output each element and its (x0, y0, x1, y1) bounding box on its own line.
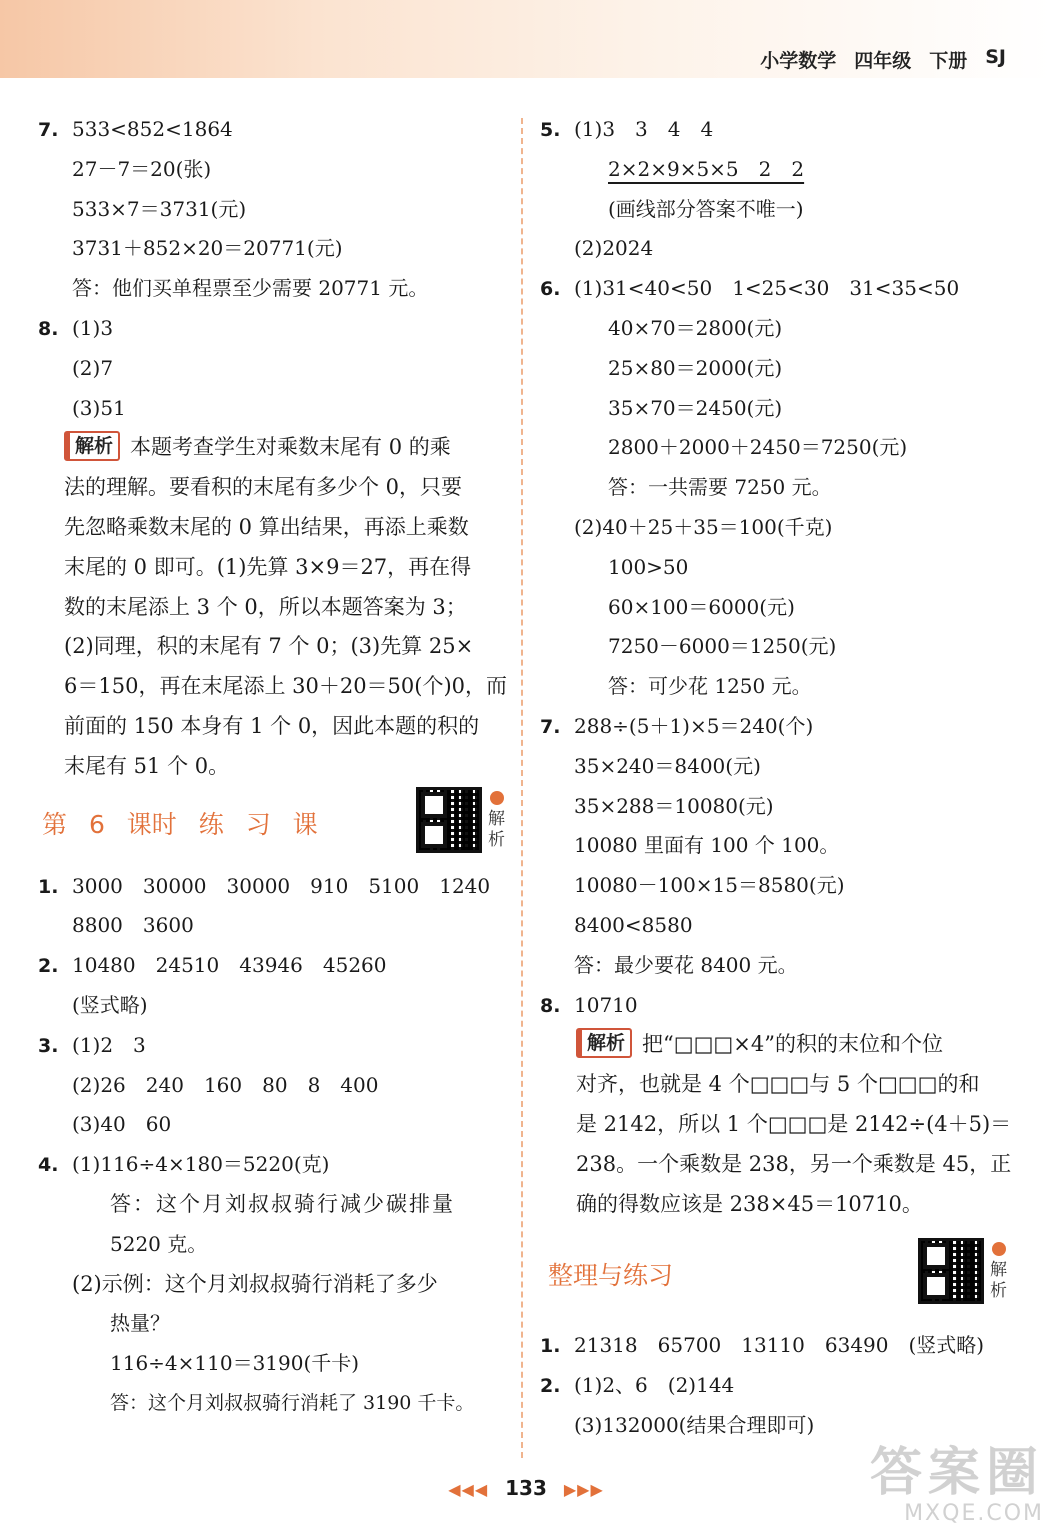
answer-line: (2)26 240 160 80 8 400 (72, 1072, 379, 1097)
answer-q8-right (540, 986, 1020, 1026)
question-number: 7. (38, 119, 59, 141)
answer-p4 (38, 1145, 510, 1424)
analysis-line: 末尾有 51 个 0。 (64, 753, 230, 778)
answer-line: 答：最少要花 8400 元。 (574, 952, 798, 977)
answer-line: 答：这个月刘叔叔骑行减少碳排量 (110, 1191, 455, 1216)
analysis-line: 6＝150，再在末尾添上 30＋20＝50(个)0，而 (64, 674, 508, 699)
left-column (38, 110, 510, 1424)
answer-line: 35×70＝2450(元) (608, 395, 783, 420)
prev-arrows-icon: ◀◀◀ (448, 1480, 489, 1499)
section-title: 第 6 课时 练 习 课 (42, 809, 318, 839)
answer-line: (3)132000(结果合理即可) (574, 1412, 815, 1437)
answer-line: (2)2024 (574, 236, 654, 261)
answer-line: (3)51 (72, 395, 126, 420)
answer-line: 40×70＝2800(元) (608, 315, 783, 340)
answer-line: (1)2、6 (2)144 (574, 1373, 735, 1398)
answer-line: 21318 65700 13110 63490 (竖式略) (574, 1333, 985, 1358)
answer-p2 (38, 946, 510, 1026)
play-icon (490, 791, 504, 805)
analysis-line: 是 2142，所以 1 个□□□是 2142÷(4＋5)＝ (576, 1111, 1012, 1136)
analysis-block-1 (38, 428, 510, 786)
analysis-line: 先忽略乘数末尾的 0 算出结果，再添上乘数 (64, 514, 469, 539)
answer-line: (2)7 (72, 355, 114, 380)
watermark-sub: MXQE.COM (904, 1501, 1044, 1526)
analysis-line: 把“□□□×4”的积的末位和个位 (642, 1032, 943, 1057)
column-divider (521, 118, 523, 1458)
analysis-tag: 解析 (64, 431, 120, 461)
analysis-line: 确的得数应该是 238×45＝10710。 (576, 1191, 923, 1216)
answer-line: 5220 克。 (110, 1231, 208, 1256)
answer-line: 答：可少花 1250 元。 (608, 674, 812, 699)
answer-r1 (540, 1326, 1020, 1366)
section-title: 整理与练习 (548, 1261, 674, 1291)
answer-line: (2)40＋25＋35＝100(千克) (574, 514, 833, 539)
answer-line: 27－7＝20(张) (72, 156, 212, 181)
qr-label: 解析 (488, 808, 505, 850)
header-subject: 小学数学 (760, 50, 837, 72)
answer-line: (1)3 3 4 4 (574, 117, 714, 141)
analysis-line: 238。一个乘数是 238，另一个乘数是 45，正 (576, 1151, 1012, 1176)
question-number: 2. (540, 1375, 561, 1398)
page-number: 133 (505, 1476, 547, 1500)
answer-line: (2)示例：这个月刘叔叔骑行消耗了多少 (72, 1271, 438, 1296)
analysis-line: 法的理解。要看积的末尾有多少个 0，只要 (64, 475, 463, 500)
analysis-line: 本题考查学生对乘数末尾有 0 的乘 (130, 435, 451, 460)
section-lesson-6 (38, 787, 510, 867)
underlined-answer: 2×2×9×5×5 2 2 (608, 156, 805, 181)
section-review (540, 1238, 1020, 1326)
answer-line: 热量？ (110, 1311, 170, 1336)
answer-line: 533×7＝3731(元) (72, 196, 247, 221)
answer-line: 35×240＝8400(元) (574, 753, 761, 778)
answer-line: (1)2 3 (72, 1032, 146, 1057)
question-number: 2. (38, 955, 59, 978)
question-number: 4. (38, 1154, 59, 1177)
question-number: 7. (540, 715, 561, 738)
answer-line: (3)40 60 (72, 1112, 172, 1137)
page-header (760, 46, 1006, 73)
right-column (540, 110, 1020, 1446)
answer-line: 100>50 (608, 554, 689, 579)
question-number: 1. (38, 875, 59, 898)
answer-p1 (38, 867, 510, 947)
answer-r2 (540, 1366, 1020, 1446)
answer-line: 10480 24510 43946 45260 (72, 953, 387, 978)
play-icon (992, 1242, 1006, 1256)
analysis-block-2 (540, 1025, 1020, 1224)
watermark (870, 1445, 1044, 1526)
answer-line: 答：一共需要 7250 元。 (608, 475, 832, 500)
analysis-line: 前面的 150 本身有 1 个 0，因此本题的积的 (64, 713, 480, 738)
question-number: 8. (540, 994, 561, 1017)
question-number: 1. (540, 1335, 561, 1358)
answer-line: 10080 里面有 100 个 100。 (574, 833, 840, 858)
header-grade: 四年级 (854, 50, 912, 72)
qr-label: 解析 (990, 1260, 1007, 1302)
analysis-tag: 解析 (576, 1028, 632, 1058)
answer-p3 (38, 1026, 510, 1145)
answer-q7-left (38, 110, 510, 309)
answer-line: (竖式略) (72, 992, 148, 1017)
answer-line: 533<852<1864 (72, 117, 233, 141)
question-number: 8. (38, 317, 59, 340)
answer-line: 7250－6000＝1250(元) (608, 634, 837, 659)
qr-code-icon[interactable] (918, 1238, 984, 1304)
analysis-line: (2)同理，积的末尾有 7 个 0；(3)先算 25× (64, 634, 474, 659)
answer-line: 60×100＝6000(元) (608, 594, 795, 619)
analysis-line: 末尾的 0 即可。(1)先算 3×9＝27，再在得 (64, 554, 472, 579)
answer-line: 116÷4×110＝3190(千卡) (110, 1351, 360, 1376)
question-number: 5. (540, 119, 561, 141)
answer-line: 2800＋2000＋2450＝7250(元) (608, 435, 908, 460)
analysis-line: 对齐，也就是 4 个□□□与 5 个□□□的和 (576, 1072, 980, 1097)
next-arrows-icon: ▶▶▶ (563, 1480, 604, 1499)
question-number: 3. (38, 1034, 59, 1057)
answer-q5 (540, 110, 1020, 269)
answer-line: 288÷(5＋1)×5＝240(个) (574, 713, 814, 738)
answer-line: 答：这个月刘叔叔骑行消耗了 3190 千卡。 (110, 1391, 475, 1414)
answer-line: (1)31<40<50 1<25<30 31<35<50 (574, 276, 960, 301)
header-edition: SJ (985, 46, 1006, 68)
answer-line: 10080－100×15＝8580(元) (574, 873, 845, 898)
question-number: 6. (540, 278, 561, 301)
answer-line: (1)116÷4×180＝5220(克) (72, 1152, 330, 1177)
qr-code-icon[interactable] (416, 787, 482, 853)
answer-line: 10710 (574, 992, 638, 1017)
answer-q8-left (38, 309, 510, 428)
answer-line: 3000 30000 30000 910 5100 1240 (72, 873, 491, 898)
answer-line: (画线部分答案不唯一) (608, 196, 804, 221)
answer-line: 3731＋852×20＝20771(元) (72, 236, 343, 261)
answer-line: 答：他们买单程票至少需要 20771 元。 (72, 276, 429, 301)
watermark-main: 答案圈 (869, 1443, 1044, 1503)
answer-line: (1)3 (72, 315, 114, 340)
analysis-line: 数的末尾添上 3 个 0，所以本题答案为 3； (64, 594, 467, 619)
answer-line: 35×288＝10080(元) (574, 793, 774, 818)
header-volume: 下册 (929, 50, 968, 72)
answer-line: 8800 3600 (72, 913, 194, 938)
answer-q7-right (540, 707, 1020, 986)
answer-line: 25×80＝2000(元) (608, 355, 783, 380)
answer-line: 8400<8580 (574, 912, 693, 937)
answer-q6 (540, 269, 1020, 707)
